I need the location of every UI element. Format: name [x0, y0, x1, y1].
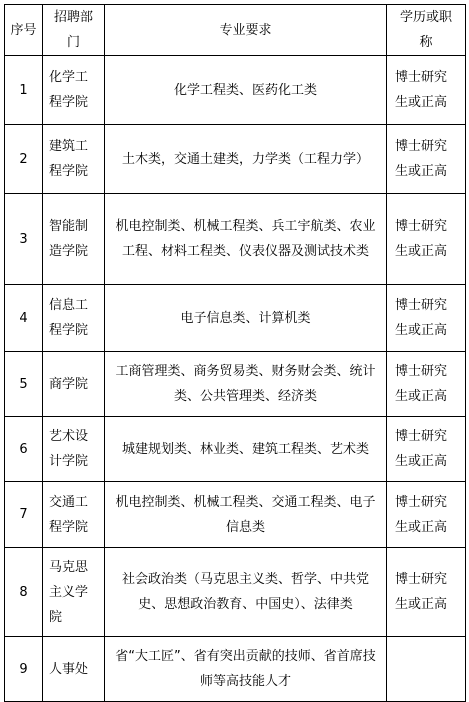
- row-no: 9: [5, 637, 43, 702]
- table-row: [5, 637, 466, 702]
- row-dept: 商学院: [43, 352, 105, 417]
- row-major: 社会政治类（马克思主义类、哲学、中共党史、思想政治教育、中国史）、法律类: [105, 548, 387, 637]
- row-degree: 博士研究生或正高: [387, 548, 466, 637]
- table-row: [5, 285, 466, 352]
- header-major: 专业要求: [105, 5, 387, 56]
- row-dept: 交通工程学院: [43, 482, 105, 548]
- row-no: 5: [5, 352, 43, 417]
- recruitment-table: [4, 4, 466, 702]
- row-dept: 智能制造学院: [43, 194, 105, 285]
- row-degree: 博士研究生或正高: [387, 194, 466, 285]
- row-degree: 博士研究生或正高: [387, 482, 466, 548]
- row-dept: 建筑工程学院: [43, 125, 105, 194]
- row-major: 机电控制类、机械工程类、交通工程类、电子信息类: [105, 482, 387, 548]
- row-major: 城建规划类、林业类、建筑工程类、艺术类: [105, 417, 387, 482]
- row-no: 4: [5, 285, 43, 352]
- row-major: 土木类，交通土建类，力学类（工程力学）: [105, 125, 387, 194]
- row-degree: [387, 637, 466, 702]
- row-degree: 博士研究生或正高: [387, 56, 466, 125]
- row-dept: 化学工程学院: [43, 56, 105, 125]
- table-row: [5, 482, 466, 548]
- header-row: [5, 5, 466, 56]
- table-row: [5, 548, 466, 637]
- row-no: 2: [5, 125, 43, 194]
- table-row: [5, 417, 466, 482]
- table-row: [5, 56, 466, 125]
- row-dept: 艺术设计学院: [43, 417, 105, 482]
- row-degree: 博士研究生或正高: [387, 417, 466, 482]
- row-no: 1: [5, 56, 43, 125]
- row-major: 化学工程类、医药化工类: [105, 56, 387, 125]
- header-no: 序号: [5, 5, 43, 56]
- row-no: 3: [5, 194, 43, 285]
- row-major: 机电控制类、机械工程类、兵工宇航类、农业工程、材料工程类、仪表仪器及测试技术类: [105, 194, 387, 285]
- row-degree: 博士研究生或正高: [387, 352, 466, 417]
- row-degree: 博士研究生或正高: [387, 125, 466, 194]
- row-no: 8: [5, 548, 43, 637]
- table-row: [5, 352, 466, 417]
- row-degree: 博士研究生或正高: [387, 285, 466, 352]
- row-major: 工商管理类、商务贸易类、财务财会类、统计类、公共管理类、经济类: [105, 352, 387, 417]
- header-dept: 招聘部门: [43, 5, 105, 56]
- row-dept: 马克思主义学院: [43, 548, 105, 637]
- table-row: [5, 194, 466, 285]
- header-degree: 学历或职称: [387, 5, 466, 56]
- row-dept: 人事处: [43, 637, 105, 702]
- row-dept: 信息工程学院: [43, 285, 105, 352]
- table-row: [5, 125, 466, 194]
- row-major: 省“大工匠”、省有突出贡献的技师、省首席技师等高技能人才: [105, 637, 387, 702]
- row-no: 7: [5, 482, 43, 548]
- row-no: 6: [5, 417, 43, 482]
- row-major: 电子信息类、计算机类: [105, 285, 387, 352]
